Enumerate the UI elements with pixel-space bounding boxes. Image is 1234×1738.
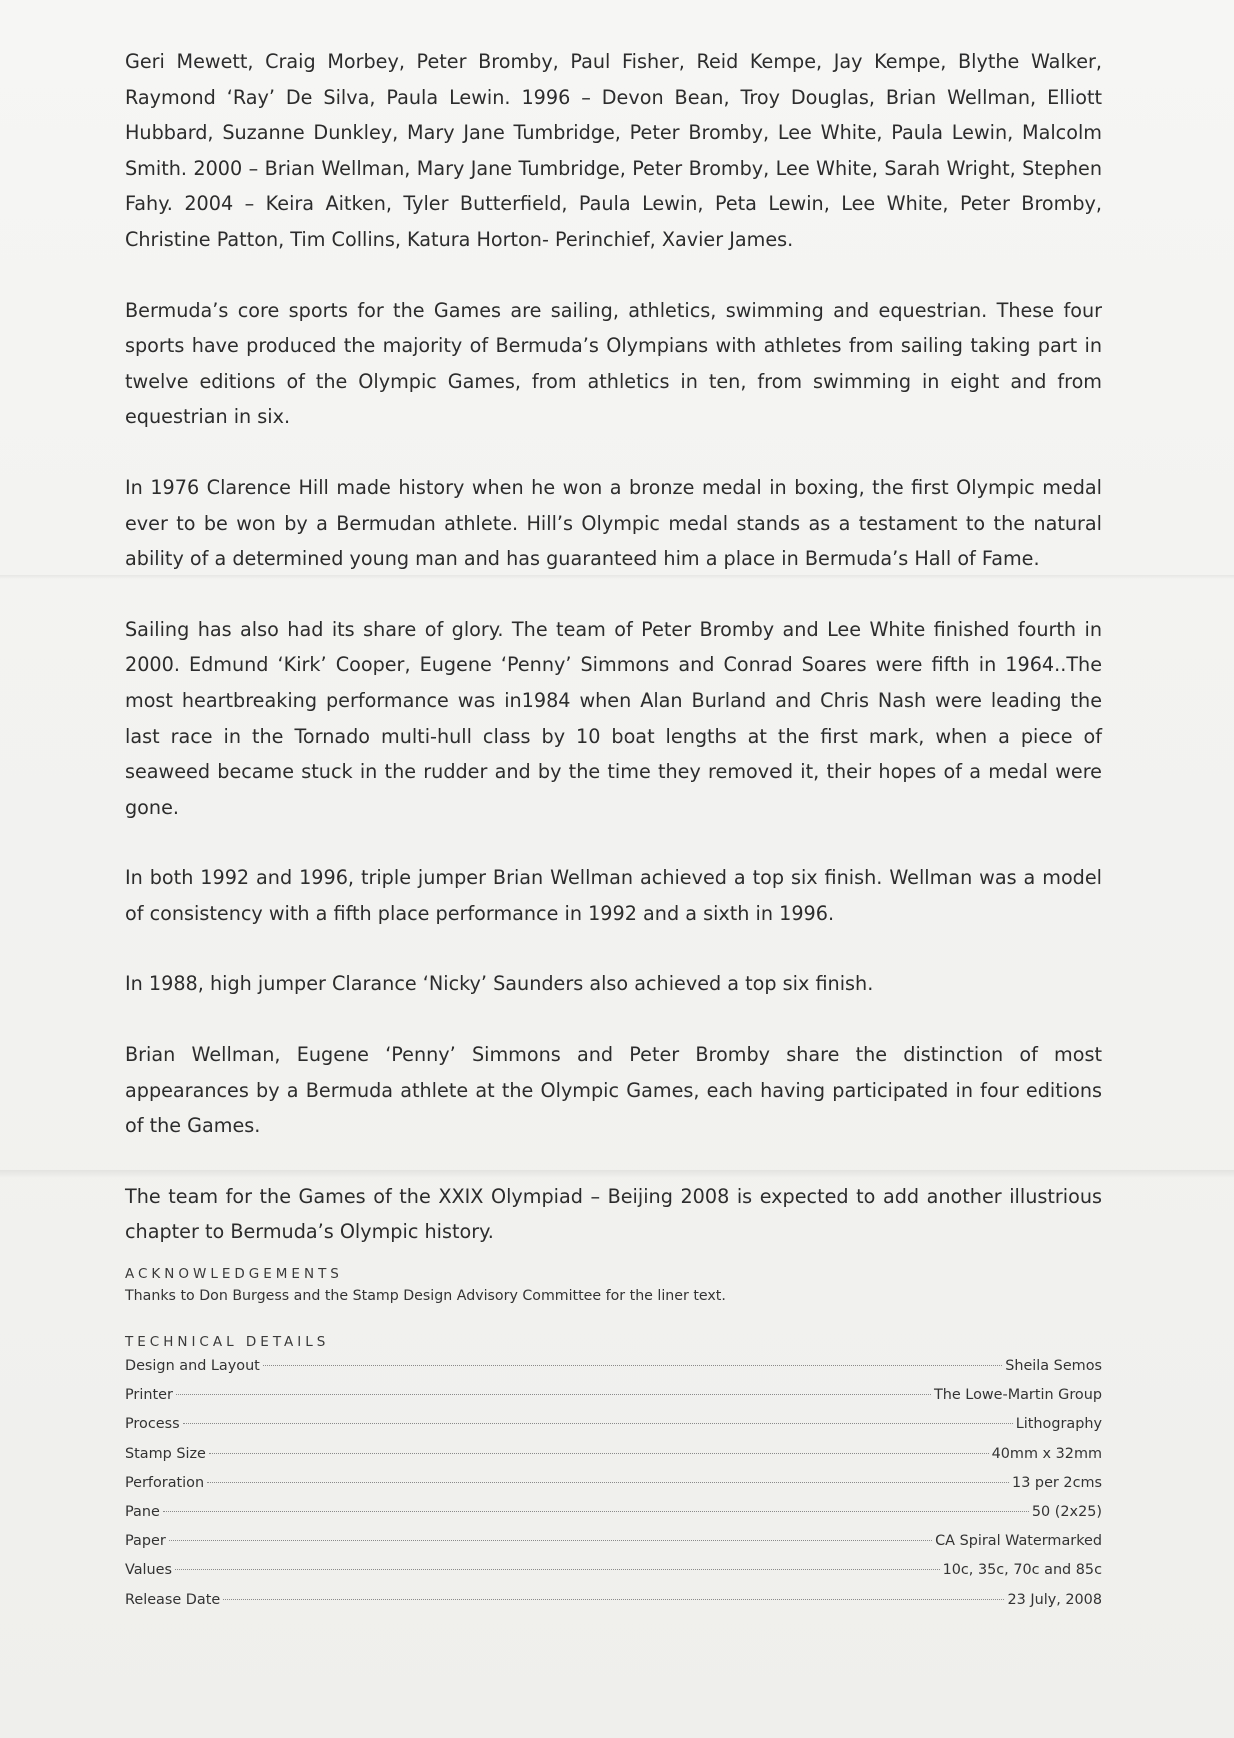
tech-label: Printer [125, 1387, 173, 1404]
tech-row-stamp-size [125, 1446, 1102, 1475]
tech-value: Lithography [1015, 1416, 1102, 1433]
technical-details-list [125, 1358, 1102, 1621]
tech-label: Stamp Size [125, 1445, 206, 1462]
tech-row-pane [125, 1504, 1102, 1533]
paragraph-olympians-list: Geri Mewett, Craig Morbey, Peter Bromby, Paul Fisher, Reid Kempe, Jay Kempe, Blythe Walker, Raymond ‘Ray’ De Silva, Paula Lewin. 1996 – Devon Bean, Troy Douglas, Brian Wellman, Elliott Hubbard, Suzanne Dunkley, Mary Jane Tumbridge, Peter Bromby, Lee White, Paula Lewin, Malcolm Smith. 2000 – Brian Wellman, Mary Jane Tumbridge, Peter Bromby, Lee White, Sarah Wright, Stephen Fahy. 2004 – Keira Aitken, Tyler Butterfield, Paula Lewin, Peta Lewin, Lee White, Peter Bromby, Christine Patton, Tim Collins, Katura Horton- Perinchief, Xavier James. [125, 50, 1102, 251]
acknowledgements-heading: ACKNOWLEDGEMENTS [125, 1266, 343, 1282]
paragraph-beijing-2008: The team for the Games of the XXIX Olympiad – Beijing 2008 is expected to add another illustrious chapter to Bermuda’s Olympic history. [125, 1184, 1102, 1244]
tech-value: The Lowe-Martin Group [933, 1387, 1102, 1404]
tech-label: Release Date [125, 1591, 221, 1608]
tech-label: Design and Layout [125, 1358, 260, 1374]
tech-label: Paper [125, 1533, 166, 1550]
paragraph-core-sports: Bermuda’s core sports for the Games are sailing, athletics, swimming and equestrian. These four sports have produced the majority of Bermuda’s Olympians with athletes from sailing taking part in twelve editions of the Olympic Games, from athletics in ten, from swimming in eight and from equestrian in six. [125, 298, 1102, 429]
tech-value: 50 (2x25) [1031, 1503, 1102, 1520]
tech-row-design [125, 1358, 1102, 1387]
technical-details-heading: TECHNICAL DETAILS [125, 1334, 330, 1350]
back-matter [125, 1266, 1102, 1621]
acknowledgements-text: Thanks to Don Burgess and the Stamp Design Advisory Committee for the liner text. [125, 1288, 726, 1304]
tech-value: CA Spiral Watermarked [935, 1533, 1102, 1550]
dot-leader [207, 1482, 1009, 1483]
paragraph-most-appearances: Brian Wellman, Eugene ‘Penny’ Simmons and Peter Bromby share the distinction of most appearances by a Bermuda athlete at the Olympic Games, each having participated in four editions of the Games. [125, 1043, 1102, 1138]
dot-leader [163, 1511, 1029, 1512]
tech-value: 40mm x 32mm [991, 1445, 1102, 1462]
tech-label: Perforation [125, 1474, 205, 1491]
tech-row-values [125, 1562, 1102, 1591]
dot-leader [176, 1394, 931, 1395]
tech-value: 23 July, 2008 [1007, 1591, 1102, 1608]
tech-value: 13 per 2cms [1012, 1474, 1102, 1491]
tech-row-perforation [125, 1475, 1102, 1504]
paragraph-clarence-hill: In 1976 Clarence Hill made history when he won a bronze medal in boxing, the first Olympic medal ever to be won by a Bermudan athlete. Hill’s Olympic medal stands as a testament to the natural ability of a determined young man and has guaranteed him a place in Bermuda’s Hall of Fame. [125, 475, 1102, 571]
tech-label: Values [125, 1562, 173, 1579]
paragraph-sailing: Sailing has also had its share of glory. The team of Peter Bromby and Lee White finished fourth in 2000. Edmund ‘Kirk’ Cooper, Eugene ‘Penny’ Simmons and Conrad Soares were fifth in 1964..The most heartbreaking performance was in1984 when Alan Burland and Chris Nash were leading the last race in the Tornado multi-hull class by 10 boat lengths at the first mark, when a piece of seaweed became stuck in the rudder and by the time they removed it, their hopes of a medal were gone. [125, 617, 1102, 819]
dot-leader [209, 1453, 989, 1454]
tech-label: Process [125, 1416, 180, 1433]
dot-leader [169, 1540, 932, 1541]
dot-leader [263, 1365, 1002, 1366]
tech-row-paper [125, 1533, 1102, 1562]
body-text [125, 44, 1102, 1285]
tech-row-release-date [125, 1592, 1102, 1621]
tech-row-process [125, 1416, 1102, 1445]
dot-leader [175, 1569, 940, 1570]
dot-leader [223, 1599, 1004, 1600]
tech-value: 10c, 35c, 70c and 85c [942, 1562, 1102, 1579]
paragraph-brian-wellman: In both 1992 and 1996, triple jumper Brian Wellman achieved a top six finish. Wellman was a model of consistency with a fifth place performance in 1992 and a sixth in 1996. [125, 866, 1102, 925]
dot-leader [183, 1423, 1013, 1424]
tech-label: Pane [125, 1503, 160, 1520]
tech-value: Sheila Semos [1005, 1358, 1102, 1374]
paragraph-nicky-saunders: In 1988, high jumper Clarance ‘Nicky’ Saunders also achieved a top six finish. [125, 972, 874, 996]
tech-row-printer [125, 1387, 1102, 1416]
